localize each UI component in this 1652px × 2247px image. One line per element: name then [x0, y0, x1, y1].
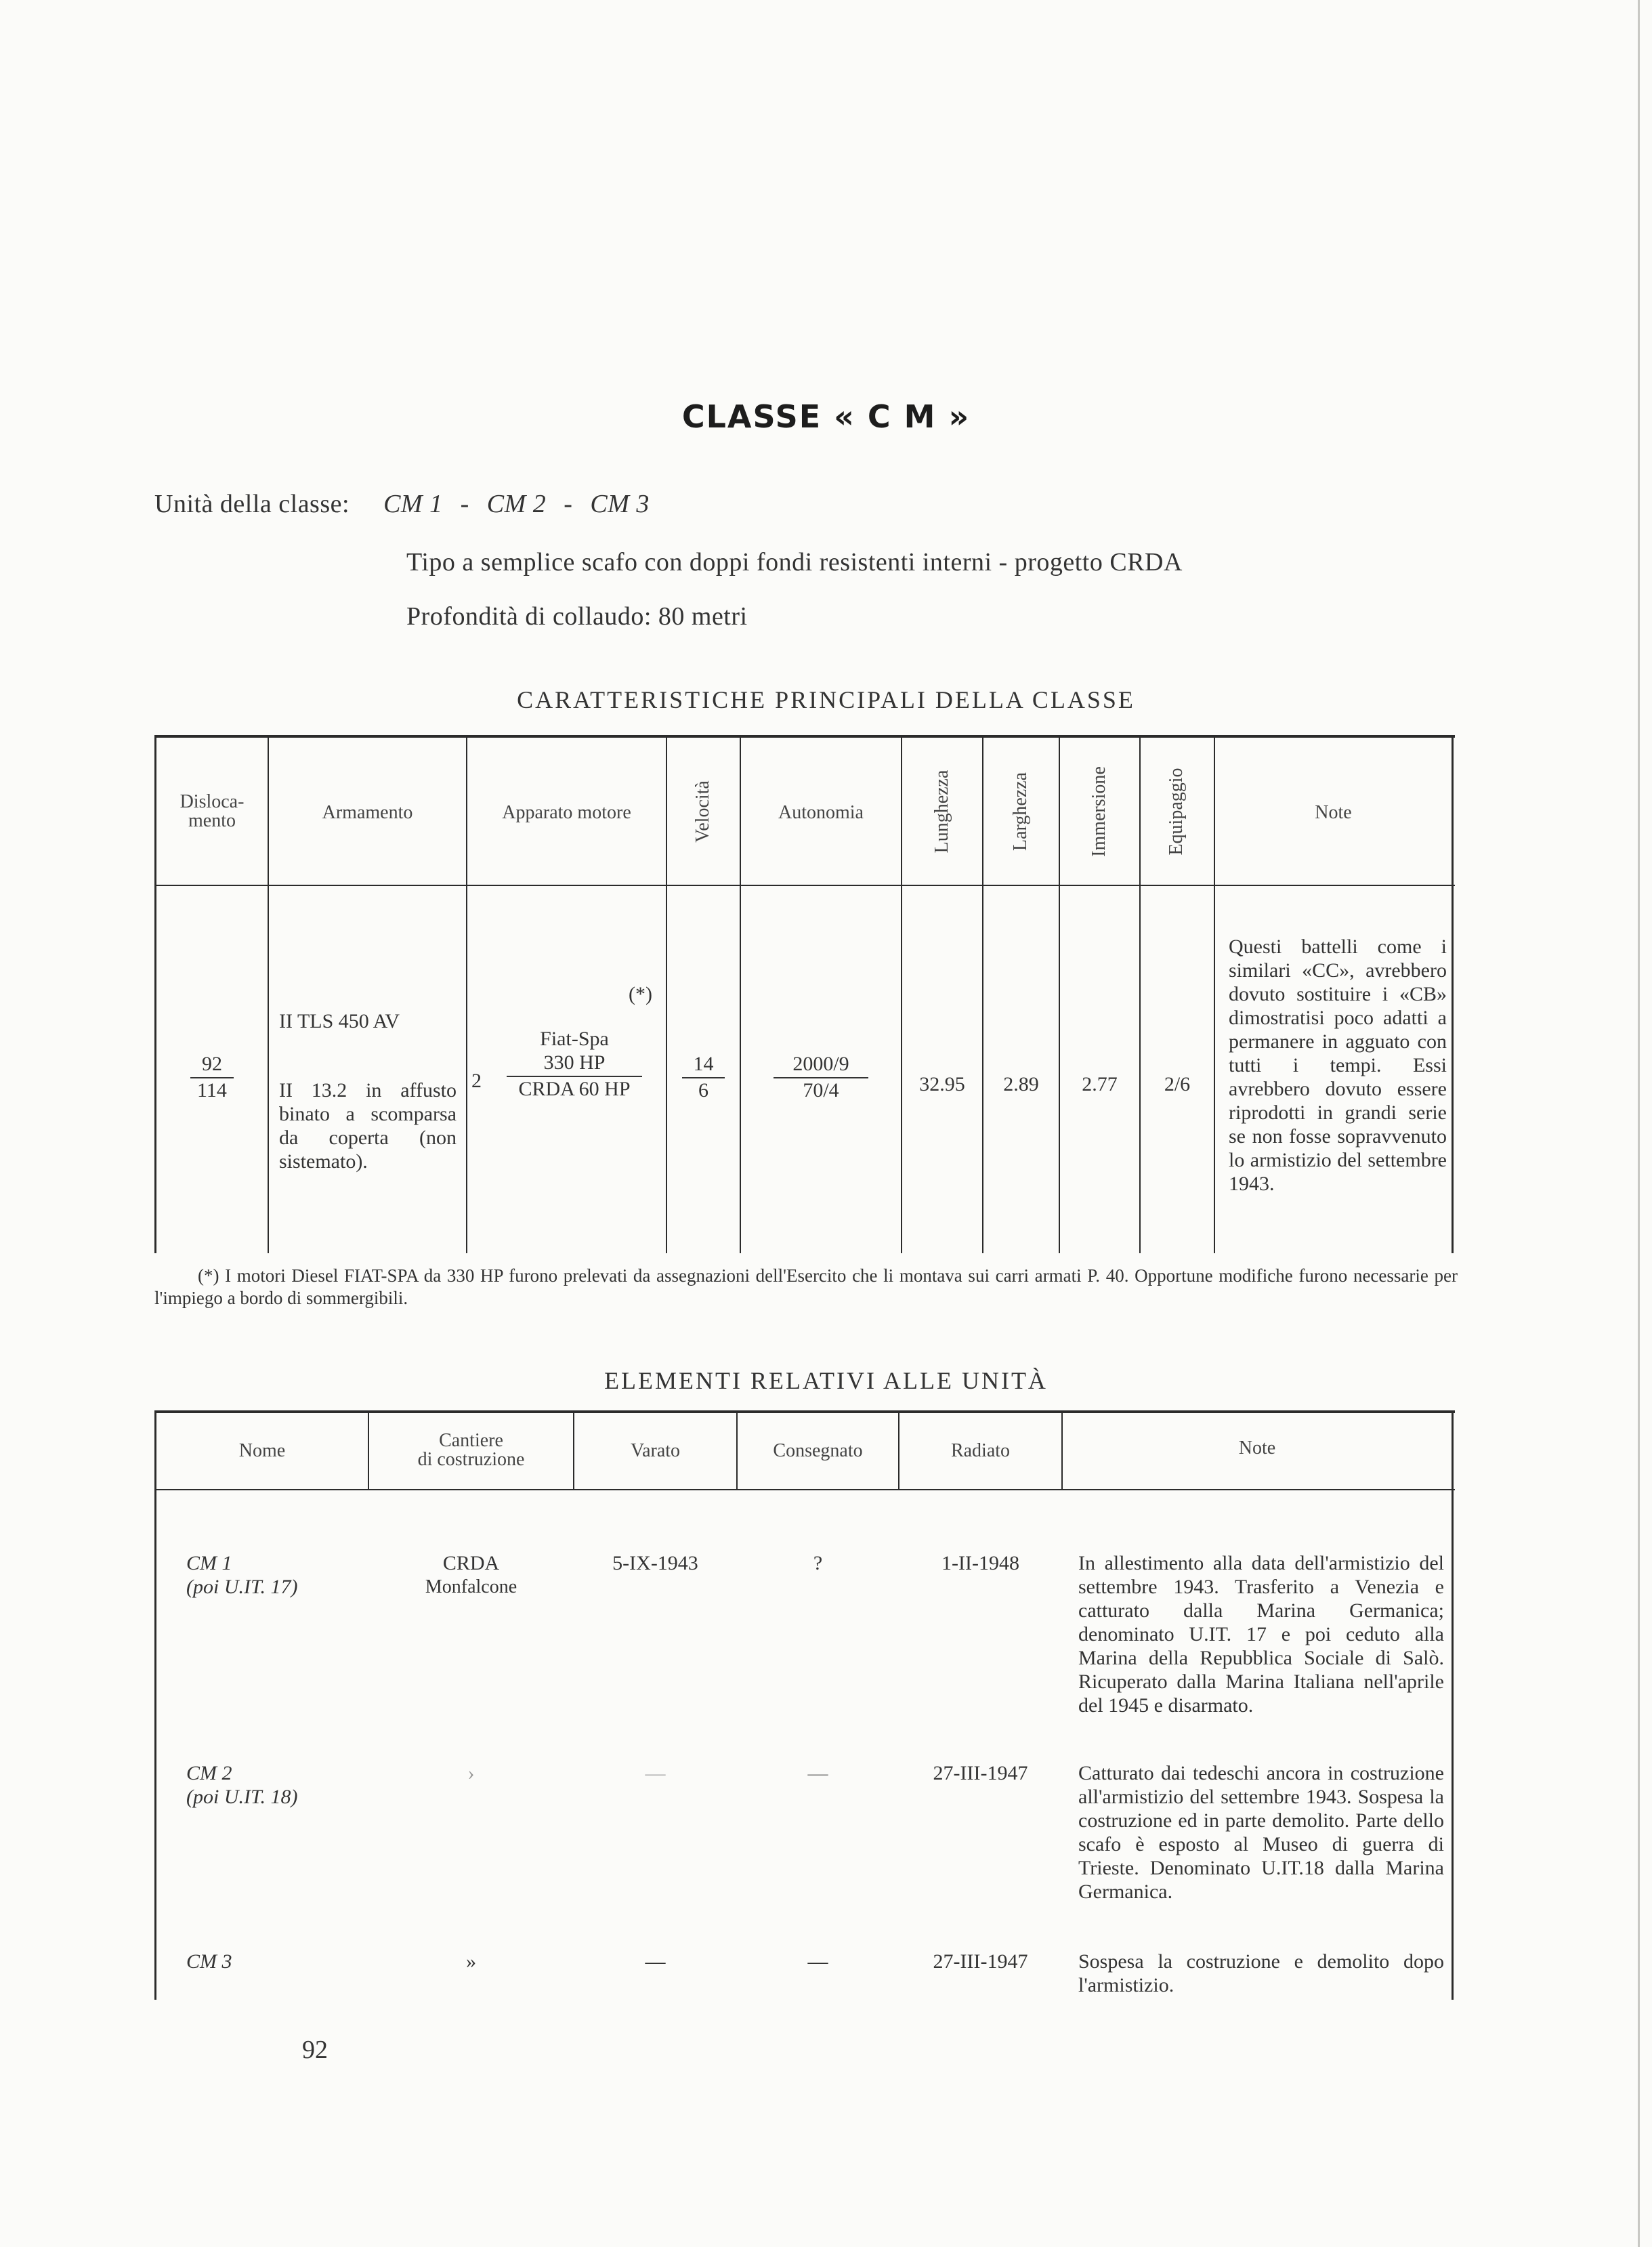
header-lunghezza: Lunghezza: [931, 770, 952, 854]
header-consegnato: Consegnato: [773, 1440, 863, 1461]
apparato-value: [493, 1027, 656, 1101]
units-table-title: ELEMENTI RELATIVI ALLE UNITÀ: [604, 1367, 1048, 1394]
test-depth-line: Profondità di collaudo: 80 metri: [406, 602, 748, 631]
apparato-electric: CRDA 60 HP: [518, 1078, 631, 1100]
unit-launched: —: [645, 1762, 666, 1784]
note-value: Questi battelli come i similari «CC», avrebbero dovuto sostituire i «CB» dimostratisi poco adatti a permanere in agguato con tutti i tempi. Essi avrebbero dovuto essere riprodotti in grandi serie se non fosse sopravvenuto lo armistizio del settembre 1943.: [1229, 936, 1447, 1195]
units-label: Unità della classe:: [154, 490, 350, 518]
unit-1: CM 1: [383, 490, 443, 518]
table-top-rule: [154, 1410, 1455, 1413]
header-note: Note: [1238, 1437, 1276, 1458]
header-nome: Nome: [238, 1440, 286, 1461]
unit-note: In allestimento alla data dell'armistizio del settembre 1943. Trasferito a Venezia e catturato dalla Marina Germanica; denominato U.IT. 17 e poi ceduto alla Marina della Repubblica Sociale di Salò. Ricuperato dalla Marina Italiana nell'aprile del 1945 e disarmato.: [1078, 1552, 1444, 1717]
unit-3: CM 3: [590, 490, 650, 518]
header-equipaggio: Equipaggio: [1166, 768, 1187, 856]
page-number: 92: [302, 2036, 328, 2064]
col-divider: [982, 738, 983, 1253]
unit-shipyard-location: Monfalcone: [425, 1576, 517, 1597]
col-divider: [1139, 738, 1141, 1253]
unit-stricken: 27-III-1947: [933, 1950, 1028, 1973]
unit-delivered: —: [807, 1762, 828, 1784]
unit-stricken: 27-III-1947: [933, 1762, 1028, 1784]
units-line: [154, 489, 650, 519]
armamento-torpedoes: II TLS 450 AV: [279, 1010, 400, 1032]
col-divider: [268, 887, 269, 1253]
header-immersione: Immersione: [1088, 766, 1109, 857]
main-table-title: CARATTERISTICHE PRINCIPALI DELLA CLASSE: [517, 686, 1135, 713]
autonomia-value: [741, 1052, 901, 1102]
page-title: CLASSE « C M »: [681, 398, 971, 435]
autonomia-surface: 2000/9: [774, 1052, 868, 1078]
header-larghezza: Larghezza: [1010, 772, 1031, 852]
unit-launched: 5-IX-1943: [612, 1552, 698, 1574]
dislocamento-submerged: 114: [197, 1079, 227, 1101]
table-right-border: [1452, 1410, 1454, 2000]
velocita-submerged: 6: [698, 1079, 708, 1101]
units-separator: -: [460, 490, 469, 518]
table-top-rule: [154, 735, 1455, 738]
header-apparato-motore: Apparato motore: [502, 802, 631, 823]
col-divider: [901, 738, 902, 1253]
unit-name-sub: (poi U.IT. 17): [186, 1576, 298, 1598]
unit-delivered: ?: [813, 1552, 823, 1574]
unit-stricken: 1-II-1948: [941, 1552, 1019, 1574]
header-varato: Varato: [630, 1440, 681, 1461]
table-left-border: [154, 1410, 156, 2000]
unit-2: CM 2: [486, 490, 547, 518]
header-note: Note: [1315, 802, 1352, 823]
dislocamento-surface: 92: [190, 1052, 234, 1078]
units-separator: -: [564, 490, 573, 518]
unit-name: CM 1: [186, 1552, 232, 1574]
header-autonomia: Autonomia: [778, 802, 864, 823]
unit-note: Catturato dai tedeschi ancora in costruzione all'armistizio del settembre 1943. Sospesa la costruzione ed in parte demolito. Parte dello scafo è esposto al Museo di guerra di Trieste. Denominato U.IT.18 dalla Marina Germanica.: [1078, 1762, 1444, 1903]
unit-name-sub: (poi U.IT. 18): [186, 1786, 298, 1808]
unit-shipyard: CRDA: [442, 1552, 500, 1574]
lunghezza-value: 32.95: [919, 1073, 965, 1095]
header-radiato: Radiato: [950, 1440, 1011, 1461]
unit-shipyard: ›: [467, 1762, 475, 1784]
footnote: (*) I motori Diesel FIAT-SPA da 330 HP furono prelevati da assegnazioni dell'Esercito che li montava sui carri armati P. 40. Opportune modifiche furono necessarie per l'impiego a bordo di sommergibili.: [154, 1265, 1458, 1308]
header-dislocamento: Disloca- mento: [179, 791, 245, 831]
table-header-rule: [154, 885, 1455, 886]
armamento-guns: II 13.2 in affusto binato a scomparsa da coperta (non sistemato).: [279, 1079, 457, 1173]
unit-note: Sospesa la costruzione e demolito dopo l'armistizio.: [1078, 1950, 1444, 1996]
apparato-footnote-mark: (*): [629, 983, 652, 1005]
apparato-diesel: Fiat-Spa 330 HP: [507, 1027, 642, 1077]
apparato-multiplier: 2: [471, 1070, 482, 1092]
velocita-value: [667, 1052, 740, 1102]
table-header-rule: [154, 1489, 1455, 1490]
col-divider: [666, 738, 667, 1253]
dislocamento-value: [156, 1052, 268, 1102]
immersione-value: 2.77: [1082, 1073, 1118, 1095]
unit-name: CM 2: [186, 1762, 232, 1784]
unit-shipyard: »: [466, 1950, 476, 1973]
header-cantiere: Cantiere di costruzione: [417, 1430, 525, 1470]
equipaggio-value: 2/6: [1164, 1073, 1191, 1095]
hull-type-line: Tipo a semplice scafo con doppi fondi resistenti interni - progetto CRDA: [406, 548, 1183, 576]
col-divider: [1059, 738, 1060, 1253]
table-right-border: [1452, 735, 1454, 1253]
autonomia-submerged: 70/4: [803, 1079, 839, 1101]
scan-edge: [1638, 0, 1640, 2247]
velocita-surface: 14: [682, 1052, 725, 1078]
unit-launched: —: [645, 1950, 666, 1973]
unit-delivered: —: [807, 1950, 828, 1973]
header-velocita: Velocità: [692, 780, 713, 843]
header-armamento: Armamento: [322, 802, 413, 823]
larghezza-value: 2.89: [1003, 1073, 1039, 1095]
unit-name: CM 3: [186, 1950, 232, 1973]
